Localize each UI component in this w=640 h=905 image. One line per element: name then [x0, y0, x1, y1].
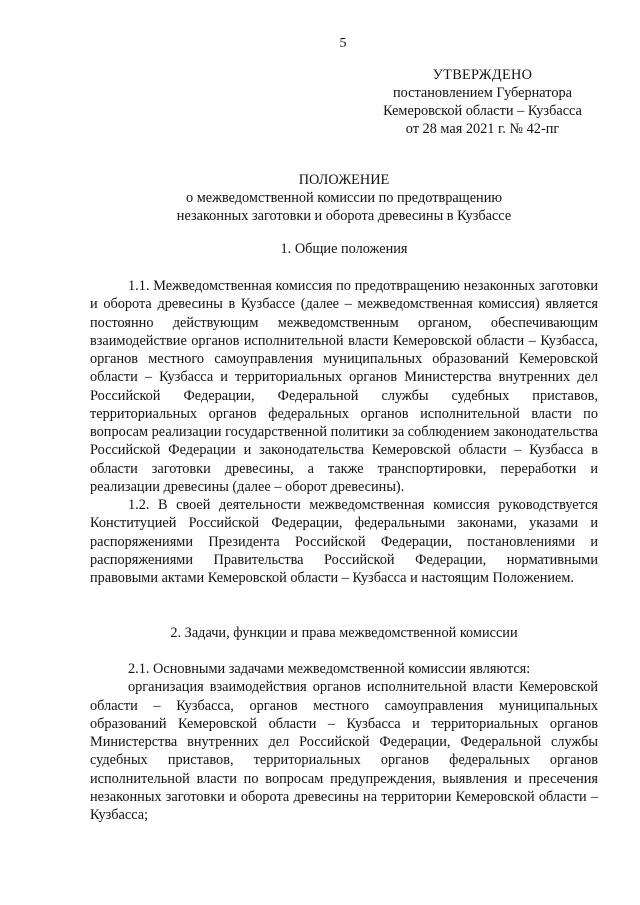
- section-heading-general: 1. Общие положения: [280, 241, 408, 257]
- title-heading: ПОЛОЖЕНИЕ: [298, 172, 390, 188]
- section-general-body: [90, 277, 598, 587]
- page-number: 5: [339, 36, 347, 51]
- section-heading-tasks: 2. Задачи, функции и права межведомственной комиссии: [170, 625, 518, 641]
- approval-line: Кемеровской области – Кузбасса: [383, 103, 582, 119]
- paragraph: организация взаимодействия органов исполнительной власти Кемеровской области – Кузбасса, органов местного самоуправления муниципальных образований Кемеровской области – Кузбасса и территориальных органов Министерства внутренних дел Российской Федерации, Федеральной службы судебных приставов, территориальных органов федеральных органов исполнительной власти по вопросам предупреждения, выявления и пресечения незаконных заготовки и оборота древесины на территории Кемеровской области – Кузбасса;: [90, 679, 598, 823]
- approval-stamp: [365, 66, 600, 138]
- section-tasks-body: [90, 660, 598, 824]
- paragraph: 2.1. Основными задачами межведомственной комиссии являются:: [128, 661, 531, 677]
- document-title: [90, 171, 598, 226]
- title-subtitle: незаконных заготовки и оборота древесины в Кузбассе: [176, 208, 512, 225]
- paragraph: 1.2. В своей деятельности межведомственная комиссия руководствуется Конституцией Российской Федерации, федеральными законами, указами и распоряжениями Президента Российской Федерации, постановлениями и распоряжениями Правительства Российской Федерации, нормативными правовыми актами Кемеровской области – Кузбасса и настоящим Положением.: [90, 497, 598, 586]
- approval-date: от 28 мая 2021 г. № 42-пг: [405, 121, 560, 137]
- approval-heading: УТВЕРЖДЕНО: [432, 67, 533, 83]
- paragraph: 1.1. Межведомственная комиссия по предотвращению незаконных заготовки и оборота древесины в Кузбассе (далее – межведомственная комиссия) является постоянно действующим межведомственным органом, обеспечивающим взаимодействие органов исполнительной власти Кемеровской области – Кузбасса, органов местного самоуправления муниципальных образований Кемеровской области – Кузбасса и территориальных органов Министерства внутренних дел Российской Федерации, Федеральной службы судебных приставов, территориальных органов федеральных органов исполнительной власти по вопросам реализации государственной политики за соблюдением законодательства Российской Федерации и законодательства Кемеровской области – Кузбасса в области заготовки древесины, а также транспортировки, переработки и реализации древесины (далее – оборот древесины).: [90, 278, 598, 495]
- approval-line: постановлением Губернатора: [393, 85, 572, 101]
- title-subtitle: о межведомственной комиссии по предотвращению: [185, 190, 503, 207]
